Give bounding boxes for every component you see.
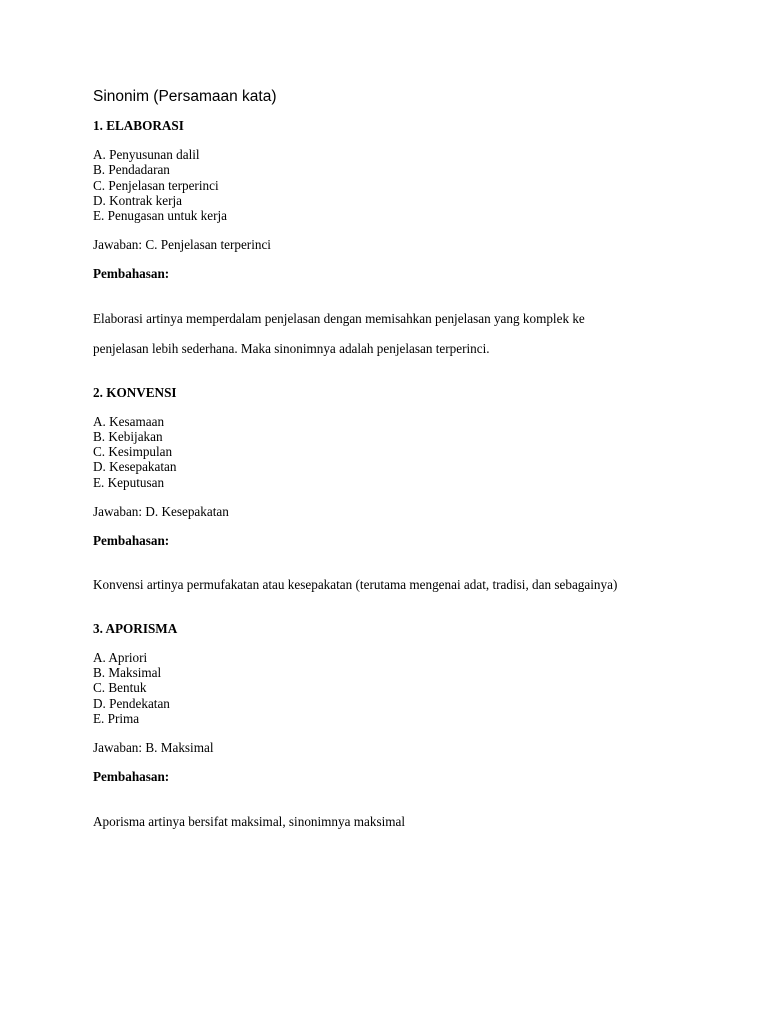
question-heading: 2. KONVENSI [93, 384, 177, 400]
question-heading: 1. ELABORASI [93, 118, 184, 133]
question-2 [93, 385, 733, 608]
option-c: C. Penjelasan terperinci [93, 177, 219, 193]
option-b: B. Maksimal [93, 665, 162, 681]
option-c: C. Kesimpulan [93, 444, 173, 460]
answer-text: Jawaban: C. Penjelasan terperinci [93, 237, 271, 253]
option-d: D. Kesepakatan [93, 459, 177, 475]
discussion-line: Konvensi artinya permufakatan atau kesepakatan (terutama mengenai adat, tradisi, dan sebagainya) [93, 577, 618, 593]
option-e: E. Prima [93, 710, 140, 726]
option-e: E. Keputusan [93, 474, 165, 490]
options-list [93, 147, 733, 223]
discussion-text [93, 562, 733, 608]
discussion-label: Pembahasan: [93, 769, 170, 785]
option-b: B. Kebijakan [93, 429, 163, 445]
discussion-line: Aporisma artinya bersifat maksimal, sinonimnya maksimal [93, 813, 406, 829]
option-d: D. Kontrak kerja [93, 192, 182, 208]
discussion-line: penjelasan lebih sederhana. Maka sinonimnya adalah penjelasan terperinci. [93, 341, 490, 357]
option-e: E. Penugasan untuk kerja [93, 208, 228, 224]
option-d: D. Pendekatan [93, 695, 170, 711]
answer-text: Jawaban: B. Maksimal [93, 740, 214, 756]
options-list [93, 414, 733, 490]
option-a: A. Apriori [93, 650, 148, 666]
answer-text: Jawaban: D. Kesepakatan [93, 503, 229, 519]
option-c: C. Bentuk [93, 680, 147, 696]
discussion-label: Pembahasan: [93, 266, 170, 282]
question-3 [93, 621, 733, 844]
option-a: A. Penyusunan dalil [93, 147, 200, 163]
discussion-label: Pembahasan: [93, 533, 170, 549]
discussion-text [93, 296, 733, 372]
question-1 [93, 118, 733, 372]
document-page [93, 88, 733, 857]
discussion-text [93, 799, 733, 845]
options-list [93, 650, 733, 726]
document-title: Sinonim (Persamaan kata) [93, 88, 277, 105]
option-a: A. Kesamaan [93, 413, 165, 429]
option-b: B. Pendadaran [93, 162, 170, 178]
question-heading: 3. APORISMA [93, 620, 178, 636]
discussion-line: Elaborasi artinya memperdalam penjelasan dengan memisahkan penjelasan yang komplek ke [93, 310, 585, 326]
